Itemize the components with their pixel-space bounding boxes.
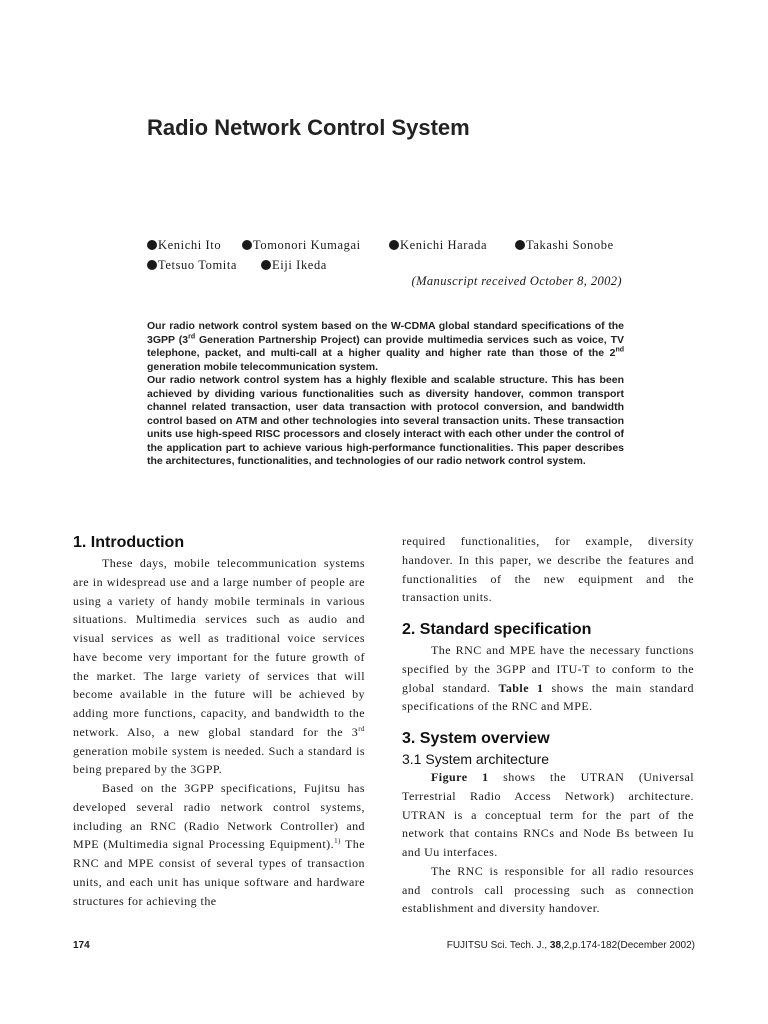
author-1: Kenichi Ito bbox=[147, 238, 221, 253]
author-list bbox=[147, 238, 627, 278]
journal-citation: FUJITSU Sci. Tech. J., 38,2,p.174-182(December 2002) bbox=[446, 940, 695, 951]
author-2: Tomonori Kumagai bbox=[242, 238, 361, 253]
intro-paragraph-1: These days, mobile telecommunication systems are in widespread use and a large number of people are using a variety of handy mobile terminals in various situations. Multimedia services such as audio and visual services as well as traditional voice services have become very important for the future growth of the market. The large variety of services that will become available in the future will be achieved by adding more functions, capacity, and bandwidth to the network. Also, a new global standard for the 3rd generation mobile system is needed. Such a standard is being prepared by the 3GPP. bbox=[73, 556, 365, 777]
author-3: Kenichi Harada bbox=[389, 238, 487, 253]
section-heading-standard-specification: 2. Standard specification bbox=[402, 621, 592, 638]
paper-title: Radio Network Control System bbox=[147, 115, 470, 140]
intro-paragraph-2: Based on the 3GPP specifications, Fujitsu has developed several radio network control systems, including an RNC (Radio Network Controller) and MPE (Multimedia signal Processing Equipment).$^{1)}$ The RNC and MPE consist of several types of transaction units, and each unit has unique software and hardware structures for achieving the bbox=[73, 781, 365, 908]
bullet-icon bbox=[242, 240, 252, 250]
bullet-icon bbox=[261, 260, 271, 270]
overview-paragraph-2: The RNC is responsible for all radio resources and controls call processing such as connection establishment and diversity handover. bbox=[402, 863, 694, 916]
abstract-paragraph-1: Our radio network control system based on the W-CDMA global standard specifications of the 3GPP (3rd Generation Partnership Project) can provide multimedia services such as voice, TV telephone, packet, and multi-call at a higher quality and higher rate than those of the 2nd generation mobile telecommunication system. bbox=[147, 320, 624, 373]
table-reference: Table 1 bbox=[498, 680, 544, 695]
bullet-icon bbox=[515, 240, 525, 250]
author-5: Tetsuo Tomita bbox=[147, 258, 237, 273]
manuscript-received: (Manuscript received October 8, 2002) bbox=[411, 274, 622, 288]
author-row-1 bbox=[147, 238, 627, 258]
bullet-icon bbox=[389, 240, 399, 250]
intro-paragraph-3: required functionalities, for example, diversity handover. In this paper, we describe the features and functionalities of the new equipment and the transaction units. bbox=[402, 534, 694, 605]
column-right bbox=[402, 532, 694, 918]
abstract-paragraph-2: Our radio network control system has a highly flexible and scalable structure. This has been achieved by dividing various functionalities such as diversity handover, common transport channel related transaction, user data transaction with protocol conversion, and bandwidth control based on ATM and other technologies into several transaction units. These transaction units use high-speed RISC processors and closely interact with each other under the control of the application part to achieve various high-performance functionalities. This paper describes the architectures, functionalities, and technologies of our radio network control system. bbox=[147, 374, 624, 467]
overview-paragraph-1: Figure 1 shows the UTRAN (Universal Terrestrial Radio Access Network) architecture. UTRAN is a conceptual term for the part of the network that contains RNCs and Node Bs between Iu and Uu interfaces. bbox=[402, 770, 695, 859]
standard-paragraph: The RNC and MPE have the necessary functions specified by the 3GPP and ITU-T to conform to the global standard. Table 1 shows the main standard specifications of the RNC and MPE. bbox=[402, 643, 695, 714]
author-4: Takashi Sonobe bbox=[515, 238, 614, 253]
column-left bbox=[73, 532, 365, 910]
page-number: 174 bbox=[73, 940, 90, 951]
figure-reference: Figure 1 bbox=[431, 770, 489, 784]
section-heading-system-overview: 3. System overview bbox=[402, 730, 550, 747]
bullet-icon bbox=[147, 240, 157, 250]
subsection-heading-system-architecture: 3.1 System architecture bbox=[402, 751, 550, 767]
author-6: Eiji Ikeda bbox=[261, 258, 327, 273]
abstract bbox=[147, 320, 624, 469]
bullet-icon bbox=[147, 260, 157, 270]
section-heading-introduction: 1. Introduction bbox=[73, 534, 185, 551]
